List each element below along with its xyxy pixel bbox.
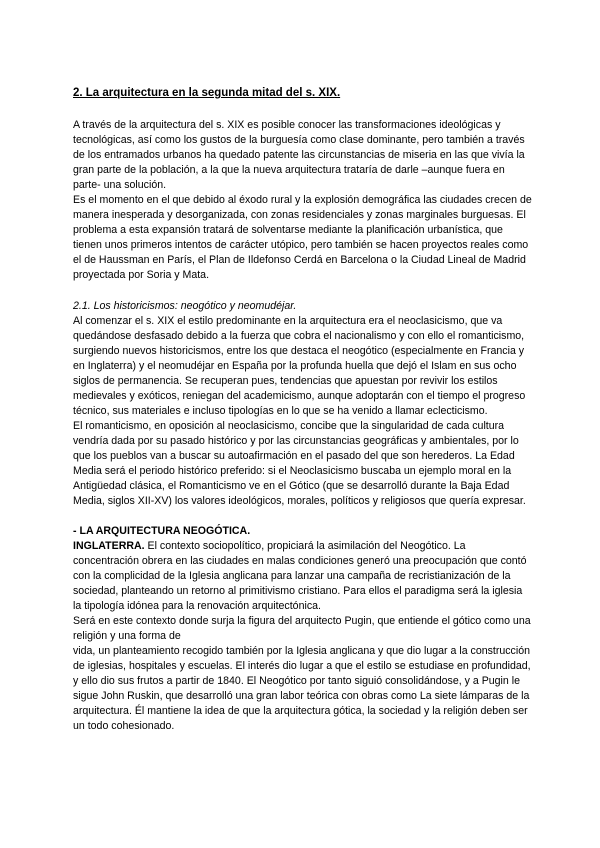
- section-heading: 2. La arquitectura en la segunda mitad del s. XIX.: [73, 87, 341, 99]
- historicismos-paragraph-1: Al comenzar el s. XIX el estilo predominante en la arquitectura era el neoclasicismo, que va quedándose desfasado debido a la fuerza que cobra el nacionalismo y con ello el romanticismo, surgiendo nuevos historicismos, entre los que destaca el neogótico (especialmente en Francia y en Inglaterra) y el neomudéjar en España por la profunda huella que dejó el Islam en sus ocho siglos de permanencia. Se recuperan pues, tendencias que apuestan por revivir los estilos medievales y exóticos, reniegan del academicismo, aunque adoptarán con el tiempo el progreso técnico, sus materiales e incluso tipologías en lo que se ha venido a llamar eclecticismo.: [73, 315, 526, 417]
- pugin-paragraph: Será en este contexto donde surja la figura del arquitecto Pugin, que entiende el gótico como una religión y una forma de: [73, 615, 531, 642]
- intro-paragraph-1: A través de la arquitectura del s. XIX es posible conocer las transformaciones ideológicas y tecnológicas, así como los gustos de la burguesía como clase dominante, pero también a través de los entramados urbanos ha quedado patente las circunstancias de miseria en las que vivía la gran parte de la población, a la que la nueva arquitectura trataría de darle –aunque fuera en parte- una solución.: [73, 119, 525, 191]
- inglaterra-text: El contexto sociopolítico, propiciará la asimilación del Neogótico. La concentración obrera en las ciudades en malas condiciones generó una preocupación que contó con la complicidad de la Iglesia anglicana para lanzar una campaña de recristianización de la sociedad, planteando un retorno al primitivismo cristiano. Para ellos el paradigma será la iglesia la tipología idónea para la renovación arquitectónica.: [73, 540, 527, 612]
- subsection-heading-historicismos: 2.1. Los historicismos: neogótico y neomudéjar.: [73, 300, 297, 312]
- inglaterra-lead: INGLATERRA.: [73, 540, 145, 552]
- inglaterra-paragraph: [73, 539, 533, 614]
- document-body: [73, 86, 533, 734]
- ruskin-paragraph: vida, un planteamiento recogido también por la Iglesia anglicana y que dio lugar a la construcción de iglesias, hospitales y escuelas. El interés dio lugar a que el estilo se estudiase en profundidad, y ello dio sus frutos a partir de 1840. El Neogótico por tanto siguió consolidándose, y a Pugin le sigue John Ruskin, que desarrolló una gran labor teórica con obras como La siete lámparas de la arquitectura. Él mantiene la idea de que la arquitectura gótica, la sociedad y la religión deben ser un todo cohesionado.: [73, 645, 531, 732]
- intro-paragraph-2: Es el momento en el que debido al éxodo rural y la explosión demográfica las ciudades crecen de manera inesperada y desorganizada, con zonas residenciales y zonas marginales burguesas. El problema a esta expansión tratará de solventarse mediante la planificación urbanística, que tienen unos primeros intentos de carácter utópico, pero también se hacen proyectos reales como el de Haussman en París, el Plan de Ildefonso Cerdá en Barcelona o la Ciudad Lineal de Madrid proyectada por Soria y Mata.: [73, 194, 532, 281]
- neogotica-title: - LA ARQUITECTURA NEOGÓTICA.: [73, 525, 251, 537]
- historicismos-paragraph-2: El romanticismo, en oposición al neoclasicismo, concibe que la singularidad de cada cultura vendría dada por su pasado histórico y por las circunstancias geográficas y ambientales, por lo que los pueblos van a buscar su autoafirmación en el pasado del que son herederos. La Edad Media será el periodo histórico preferido: si el Neoclasicismo buscaba un ejemplo moral en la Antigüedad clásica, el Romanticismo ve en el Gótico (que se desarrolló durante la Baja Edad Media, siglos XII-XV) los valores ideológicos, morales, políticos y religiosos que quería expresar.: [73, 420, 526, 507]
